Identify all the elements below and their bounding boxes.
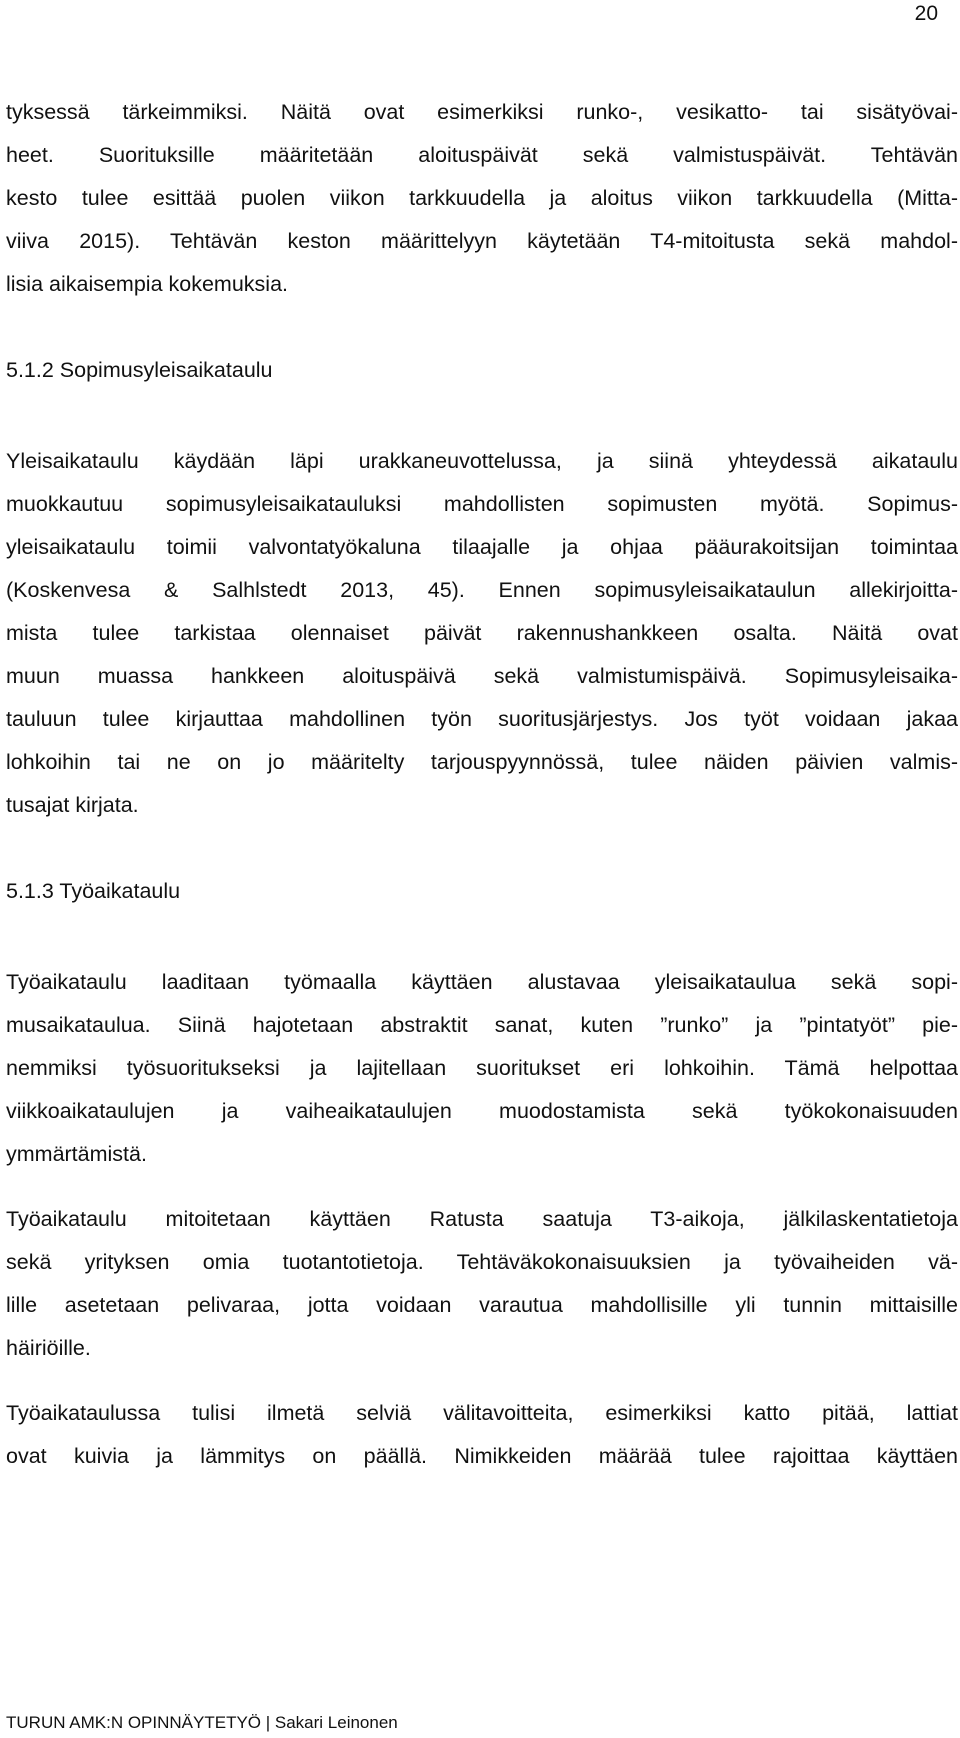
- paragraph-line: kesto tulee esittää puolen viikon tarkkuudella ja aloitus viikon tarkkuudella (Mitta-: [6, 186, 958, 210]
- paragraph-line: mista tulee tarkistaa olennaiset päivät rakennushankkeen osalta. Näitä ovat: [6, 621, 958, 645]
- paragraph-line: Yleisaikataulu käydään läpi urakkaneuvottelussa, ja siinä yhteydessä aikataulu: [6, 449, 958, 473]
- paragraph-line: tyksessä tärkeimmiksi. Näitä ovat esimerkiksi runko-, vesikatto- tai sisätyövai-: [6, 100, 958, 124]
- paragraph-line: nemmiksi työsuoritukseksi ja lajitellaan suoritukset eri lohkoihin. Tämä helpottaa: [6, 1056, 958, 1080]
- section-heading: 5.1.3 Työaikataulu: [6, 879, 181, 903]
- paragraph-line: lohkoihin tai ne on jo määritelty tarjouspyynnössä, tulee näiden päivien valmis-: [6, 750, 958, 774]
- paragraph-line: musaikataulua. Siinä hajotetaan abstraktit sanat, kuten ”runko” ja ”pintatyöt” pie-: [6, 1013, 958, 1037]
- paragraph-line: viikkoaikataulujen ja vaiheaikataulujen muodostamista sekä työkokonaisuuden: [6, 1099, 958, 1123]
- paragraph-line: lille asetetaan pelivaraa, jotta voidaan varautua mahdollisille yli tunnin mittaisille: [6, 1293, 958, 1317]
- paragraph-line: yleisaikataulu toimii valvontatyökaluna tilaajalle ja ohjaa pääurakoitsijan toimintaa: [6, 535, 958, 559]
- paragraph-line: Työaikataulu laaditaan työmaalla käyttäen alustavaa yleisaikataulua sekä sopi-: [6, 970, 958, 994]
- paragraph-line: (Koskenvesa & Salhlstedt 2013, 45). Ennen sopimusyleisaikataulun allekirjoitta-: [6, 578, 958, 602]
- paragraph-line: muun muassa hankkeen aloituspäivä sekä valmistumispäivä. Sopimusyleisaika-: [6, 664, 958, 688]
- paragraph-line: Työaikataulussa tulisi ilmetä selviä välitavoitteita, esimerkiksi katto pitää, lattiat: [6, 1401, 958, 1425]
- page-number: 20: [914, 2, 938, 25]
- page-footer: TURUN AMK:N OPINNÄYTETYÖ | Sakari Leinonen: [6, 1713, 398, 1732]
- paragraph-line: heet. Suorituksille määritetään aloituspäivät sekä valmistuspäivät. Tehtävän: [6, 143, 958, 167]
- paragraph-line: sekä yrityksen omia tuotantotietoja. Tehtäväkokonaisuuksien ja työvaiheiden vä-: [6, 1250, 958, 1274]
- paragraph-line: tauluun tulee kirjauttaa mahdollinen työn suoritusjärjestys. Jos työt voidaan jakaa: [6, 707, 958, 731]
- section-heading: 5.1.2 Sopimusyleisaikataulu: [6, 358, 273, 382]
- paragraph-line: viiva 2015). Tehtävän keston määrittelyyn käytetään T4-mitoitusta sekä mahdol-: [6, 229, 958, 253]
- paragraph-line: muokkautuu sopimusyleisaikatauluksi mahdollisten sopimusten myötä. Sopimus-: [6, 492, 958, 516]
- paragraph-line: tusajat kirjata.: [6, 793, 139, 817]
- paragraph-line: Työaikataulu mitoitetaan käyttäen Ratusta saatuja T3-aikoja, jälkilaskentatietoja: [6, 1207, 958, 1231]
- paragraph-line: ymmärtämistä.: [6, 1142, 147, 1166]
- paragraph-line: lisia aikaisempia kokemuksia.: [6, 272, 288, 296]
- paragraph-line: häiriöille.: [6, 1336, 91, 1360]
- paragraph-line: ovat kuivia ja lämmitys on päällä. Nimikkeiden määrää tulee rajoittaa käyttäen: [6, 1444, 958, 1468]
